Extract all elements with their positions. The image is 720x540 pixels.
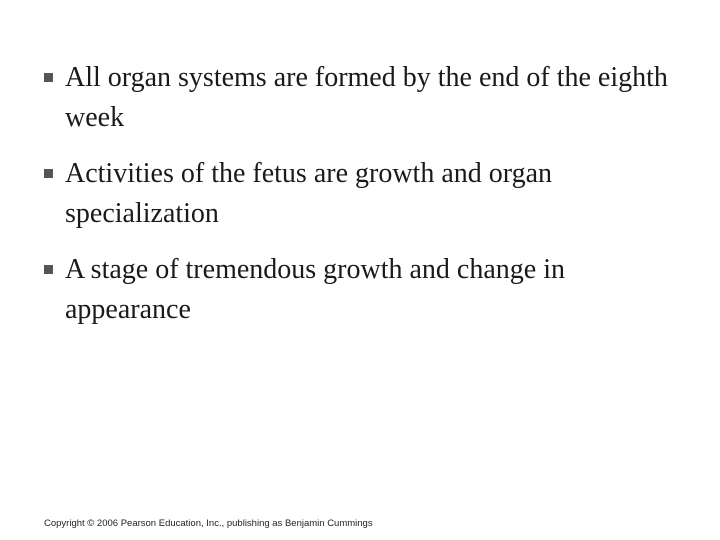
copyright-notice: Copyright © 2006 Pearson Education, Inc., publishing as Benjamin Cummings bbox=[44, 518, 373, 529]
square-bullet-icon bbox=[44, 265, 53, 274]
bullet-text: Activities of the fetus are growth and organ specialization bbox=[65, 158, 553, 229]
bullet-list bbox=[44, 58, 684, 346]
bullet-item bbox=[44, 154, 684, 234]
square-bullet-icon bbox=[44, 169, 53, 178]
bullet-item bbox=[44, 58, 684, 138]
square-bullet-icon bbox=[44, 73, 53, 82]
bullet-text: A stage of tremendous growth and change in appearance bbox=[65, 254, 565, 325]
bullet-item bbox=[44, 250, 684, 330]
bullet-text: All organ systems are formed by the end of the eighth week bbox=[65, 62, 668, 133]
